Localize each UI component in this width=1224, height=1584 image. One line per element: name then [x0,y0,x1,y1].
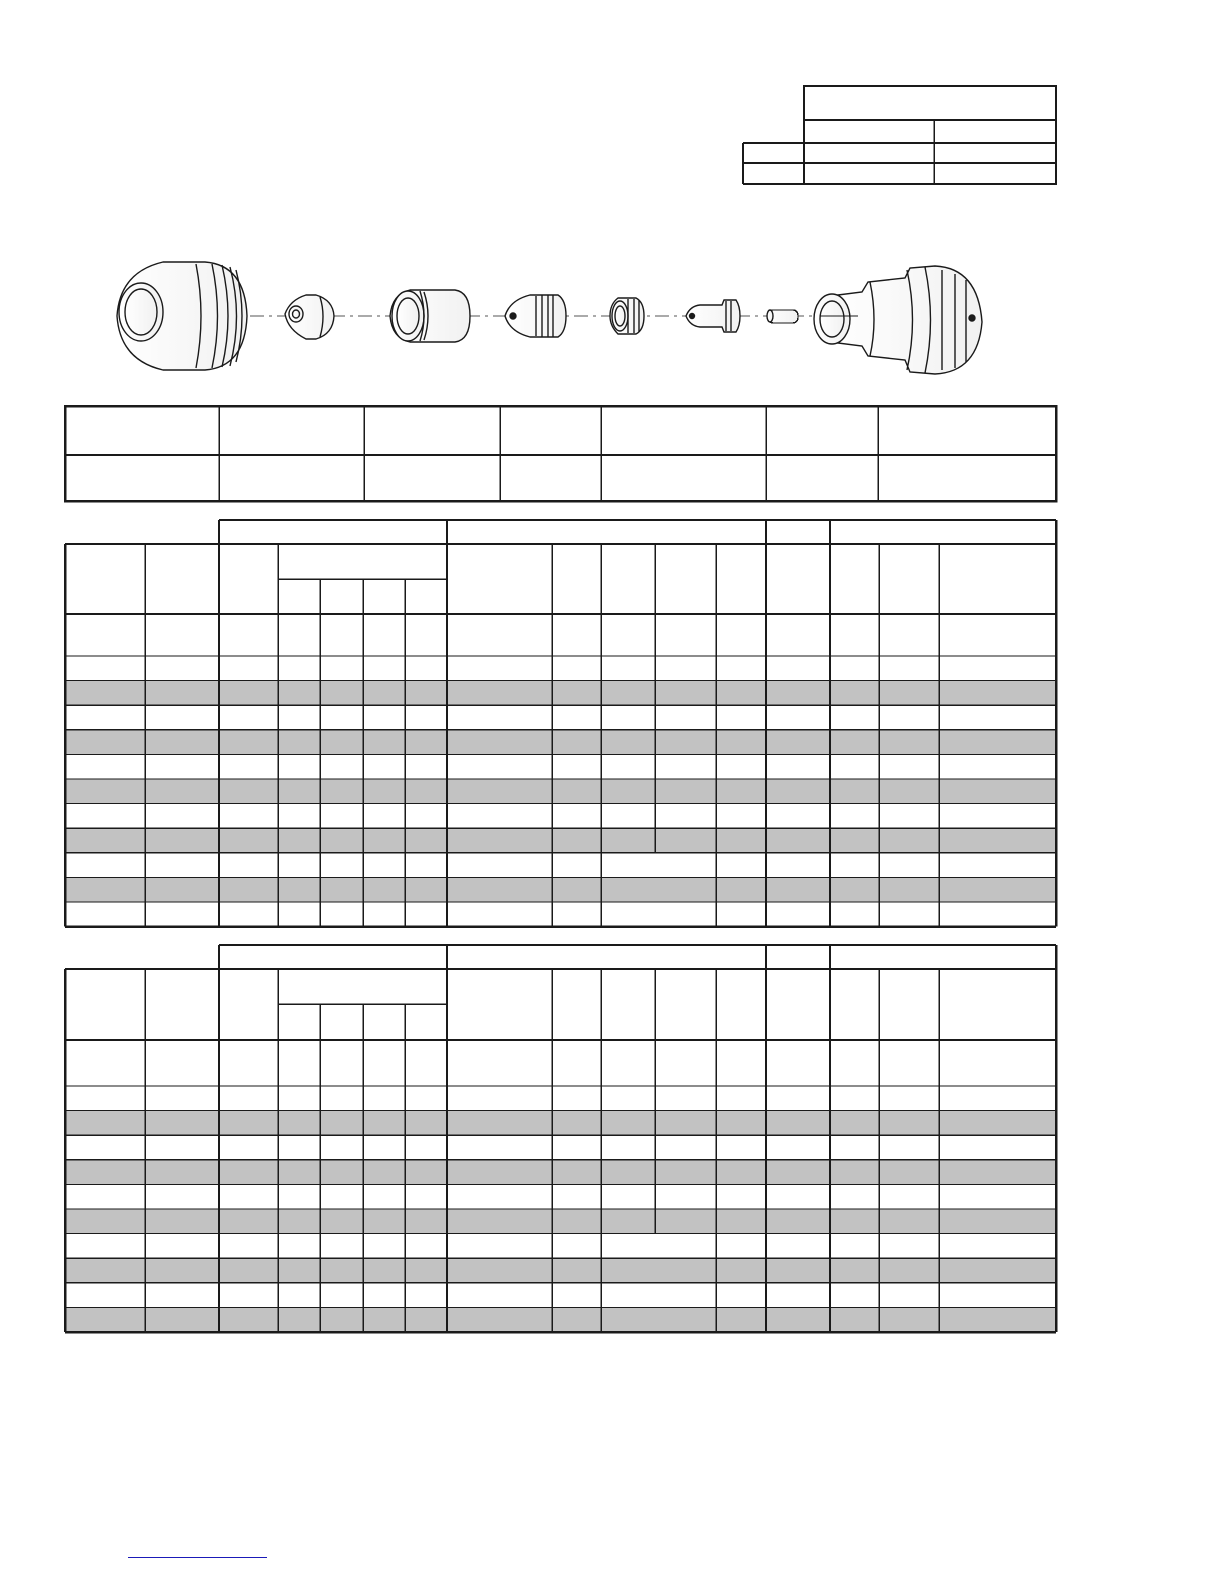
shield-icon [117,262,247,370]
consumables-exploded-view [117,262,982,374]
part-number-table [65,406,1056,501]
cut-chart-table-2 [65,945,1056,1332]
shaded-row [65,877,1056,902]
electrode-icon [686,300,740,332]
shaded-row [65,1111,1056,1136]
shaded-row [65,779,1056,804]
footer-hyperlink[interactable] [128,1557,267,1558]
shaded-row [65,1307,1056,1332]
shaded-row [65,730,1056,755]
shaded-row [65,1209,1056,1234]
torch-body-icon [814,266,982,374]
shield-cap-icon [285,295,334,339]
water-tube-icon [767,310,798,323]
nozzle-icon [505,295,566,337]
cut-chart-table-1 [65,520,1056,927]
swirl-ring-icon [610,298,644,334]
shaded-row [65,828,1056,853]
top-specification-table [743,86,1056,184]
shaded-row [65,1258,1056,1283]
shaded-row [65,1160,1056,1185]
shaded-row [65,681,1056,706]
retaining-cap-icon [390,290,470,342]
